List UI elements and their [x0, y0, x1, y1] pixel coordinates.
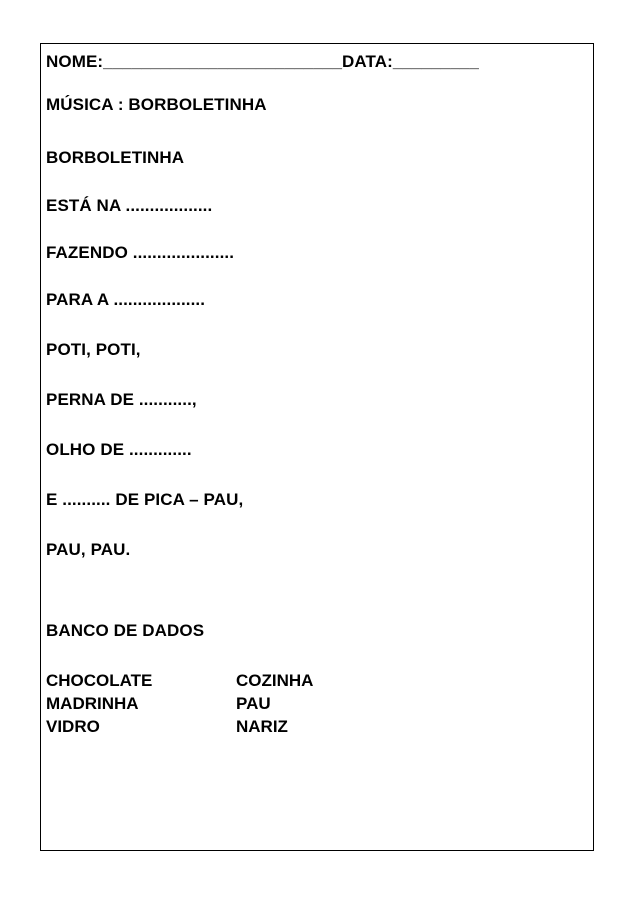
lyric-line-6: PERNA DE ...........,: [46, 390, 197, 409]
word-bank-item: NARIZ: [236, 717, 288, 736]
word-bank-item: CHOCOLATE: [46, 671, 153, 690]
word-bank-item: VIDRO: [46, 717, 100, 736]
word-bank-item: PAU: [236, 694, 271, 713]
word-bank-item: MADRINHA: [46, 694, 139, 713]
lyric-line-4: PARA A ...................: [46, 290, 206, 309]
word-bank-title: BANCO DE DADOS: [46, 621, 205, 640]
song-title: MÚSICA : BORBOLETINHA: [46, 95, 267, 114]
name-date-header: NOME:_________________________DATA:_________: [46, 52, 479, 71]
lyric-line-8: E .......... DE PICA – PAU,: [46, 490, 244, 509]
word-bank-item: COZINHA: [236, 671, 314, 690]
lyric-line-9: PAU, PAU.: [46, 540, 131, 559]
lyric-line-7: OLHO DE .............: [46, 440, 192, 459]
lyric-line-2: ESTÁ NA ..................: [46, 196, 213, 215]
lyric-line-3: FAZENDO .....................: [46, 243, 235, 262]
worksheet-frame: [40, 43, 594, 851]
lyric-line-1: BORBOLETINHA: [46, 148, 185, 167]
lyric-line-5: POTI, POTI,: [46, 340, 141, 359]
